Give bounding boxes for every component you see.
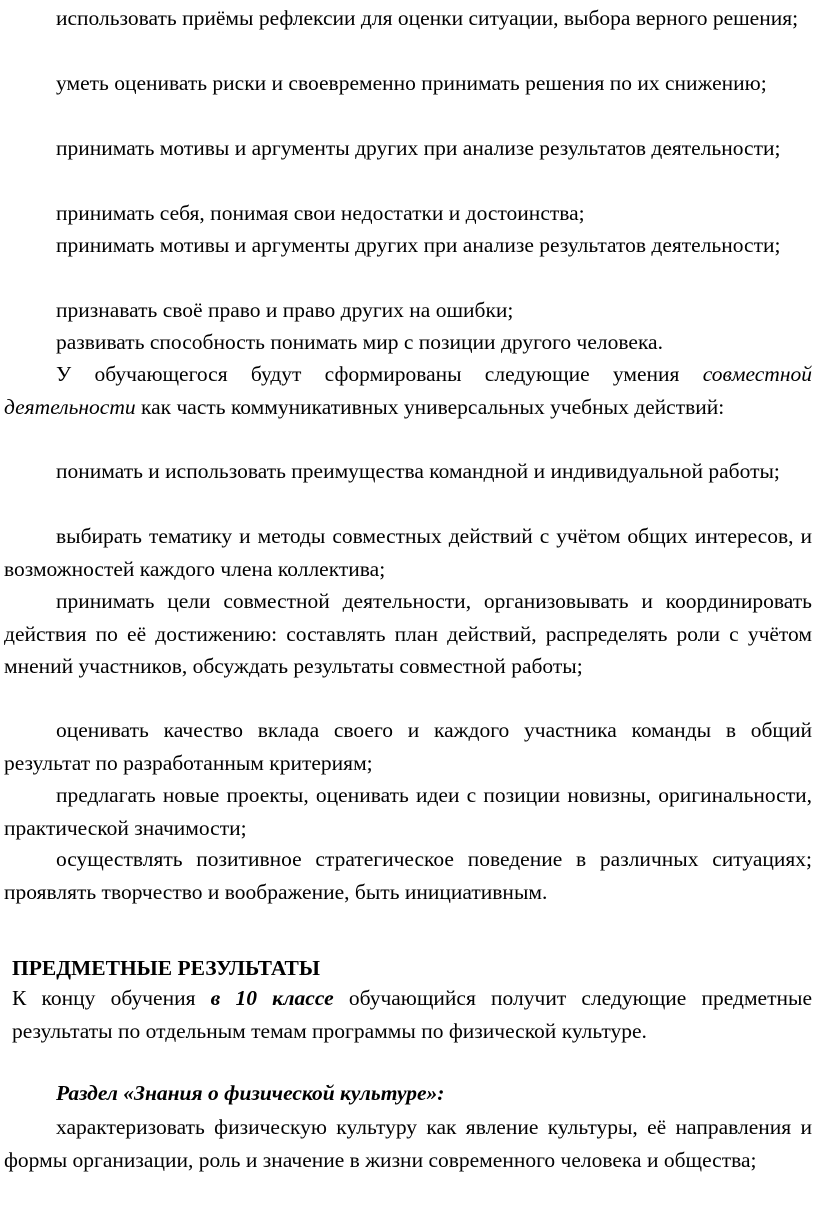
skill-evaluation: оценивать качество вклада своего и каждого участника команды в общий результат по разработанным критериям; [4, 718, 812, 775]
intro-before: У обучающегося будут сформированы следующие умения [56, 362, 703, 386]
result-item-characterize: характеризовать физическую культуру как явление культуры, её направления и формы организации, роль и значение в жизни современного человека и общества; [4, 1115, 812, 1172]
skill-projects: предлагать новые проекты, оценивать идеи с позиции новизны, оригинальности, практической значимости; [4, 783, 812, 840]
paragraph-motives-2: принимать мотивы и аргументы других при анализе результатов деятельности; [56, 233, 781, 257]
intro-emphasis: совместной деятельности [4, 362, 812, 419]
intro-after: как часть коммуникативных универсальных учебных действий: [135, 394, 725, 419]
paragraph-self-acceptance: принимать себя, понимая свои недостатки и достоинства; [56, 201, 585, 225]
subject-results-heading: ПРЕДМЕТНЫЕ РЕЗУЛЬТАТЫ [12, 956, 320, 980]
skill-strategy: осуществлять позитивное стратегическое поведение в различных ситуациях; проявлять творчество и воображение, быть инициативным. [4, 847, 812, 904]
results-intro-after: обучающийся получит следующие предметные результаты по отдельным темам программы по физической культуре. [12, 986, 812, 1043]
paragraph-joint-activity-intro [4, 358, 812, 423]
paragraph-risks: уметь оценивать риски и своевременно принимать решения по их снижению; [56, 71, 767, 95]
paragraph-motives-1: принимать мотивы и аргументы других при анализе результатов деятельности; [56, 136, 781, 160]
section-title-knowledge: Раздел «Знания о физической культуре»: [56, 1081, 445, 1105]
paragraph-reflection: использовать приёмы рефлексии для оценки ситуации, выбора верного решения; [56, 6, 799, 30]
skill-goals: принимать цели совместной деятельности, организовывать и координировать действия по её достижению: составлять план действий, распределять роли с учётом мнений участников, обсуждать результаты совместной работы; [4, 589, 812, 678]
skill-teamwork: понимать и использовать преимущества командной и индивидуальной работы; [56, 459, 780, 483]
results-intro-emphasis: в 10 классе [210, 986, 334, 1010]
paragraph-mistakes: признавать своё право и право других на ошибки; [56, 298, 514, 322]
subject-results-intro [12, 982, 812, 1047]
results-intro-before: К концу обучения [12, 986, 211, 1010]
paragraph-understanding: развивать способность понимать мир с позиции другого человека. [56, 330, 663, 354]
skill-topics: выбирать тематику и методы совместных действий с учётом общих интересов, и возможностей каждого члена коллектива; [4, 524, 812, 581]
